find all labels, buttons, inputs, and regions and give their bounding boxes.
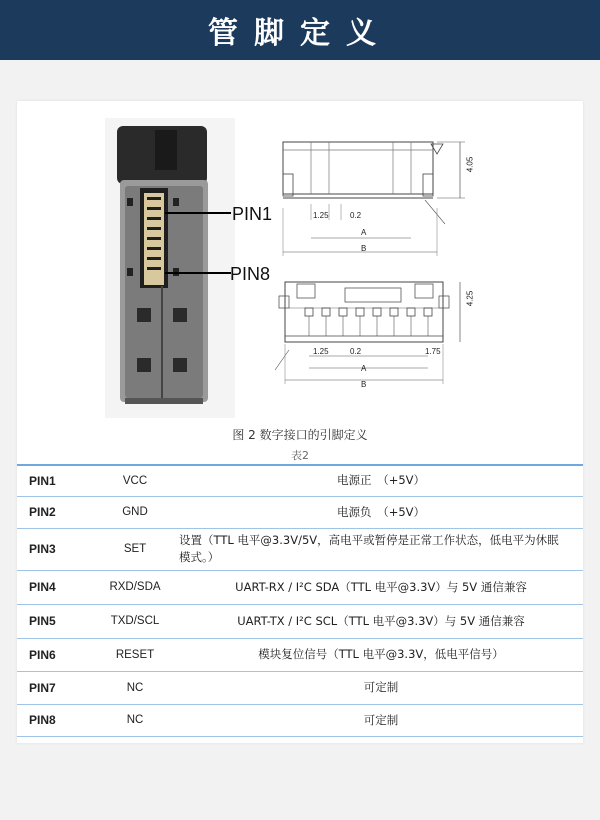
signal-cell: VCC (91, 465, 179, 496)
top-dim-a: A (361, 364, 367, 373)
signal-cell: RESET (91, 638, 179, 671)
figure-caption: 图 2 数字接口的引脚定义 (232, 428, 368, 442)
side-dim-a: A (361, 228, 367, 237)
top-gap-dim: 0.2 (350, 347, 362, 356)
side-gap-dim: 0.2 (350, 211, 362, 220)
signal-cell: RXD/SDA (91, 570, 179, 604)
table-row (17, 638, 583, 671)
side-pitch-dim: 1.25 (313, 211, 329, 220)
signal-cell: TXD/SCL (91, 604, 179, 638)
top-dim-b: B (361, 380, 367, 389)
page-header (0, 0, 600, 60)
table-row (17, 496, 583, 528)
table-row (17, 465, 583, 496)
pin1-label: PIN1 (232, 204, 273, 224)
pin-cell: PIN3 (17, 528, 91, 570)
pin-cell: PIN1 (17, 465, 91, 496)
pin-cell: PIN8 (17, 704, 91, 736)
pin-definition-table (17, 464, 583, 737)
desc-cell: UART-TX / I²C SCL（TTL 电平@3.3V）与 5V 通信兼容 (179, 604, 583, 638)
signal-cell: SET (91, 528, 179, 570)
top-height-dim: 4.25 (465, 290, 475, 307)
pin8-label: PIN8 (230, 264, 271, 284)
table-row (17, 671, 583, 704)
table-row (17, 704, 583, 736)
side-dim-b: B (361, 244, 367, 253)
desc-cell: 可定制 (179, 671, 583, 704)
page-title: 管脚定义 (208, 16, 392, 51)
desc-cell: 可定制 (179, 704, 583, 736)
pin-cell: PIN5 (17, 604, 91, 638)
side-height-dim: 4.05 (465, 156, 475, 173)
desc-cell: 模块复位信号（TTL 电平@3.3V，低电平信号） (179, 638, 583, 671)
pin-cell: PIN7 (17, 671, 91, 704)
signal-cell: GND (91, 496, 179, 528)
desc-cell: 电源正 （+5V） (179, 465, 583, 496)
desc-cell: 电源负 （+5V） (179, 496, 583, 528)
connector-side-view (275, 128, 475, 260)
pin-cell: PIN4 (17, 570, 91, 604)
pin-cell: PIN2 (17, 496, 91, 528)
table-row (17, 528, 583, 570)
pin-cell: PIN6 (17, 638, 91, 671)
signal-cell: NC (91, 704, 179, 736)
desc-cell: 设置（TTL 电平@3.3V/5V，高电平或暂停是正常工作状态，低电平为休眠模式。） (179, 528, 583, 570)
top-right-dim: 1.75 (425, 347, 441, 356)
pin-leader-lines (165, 205, 235, 285)
table-row (17, 604, 583, 638)
connector-top-view (275, 270, 475, 402)
table-caption: 表2 (291, 449, 309, 462)
desc-cell: UART-RX / I²C SDA（TTL 电平@3.3V）与 5V 通信兼容 (179, 570, 583, 604)
signal-cell: NC (91, 671, 179, 704)
table-row (17, 570, 583, 604)
top-pitch-dim: 1.25 (313, 347, 329, 356)
